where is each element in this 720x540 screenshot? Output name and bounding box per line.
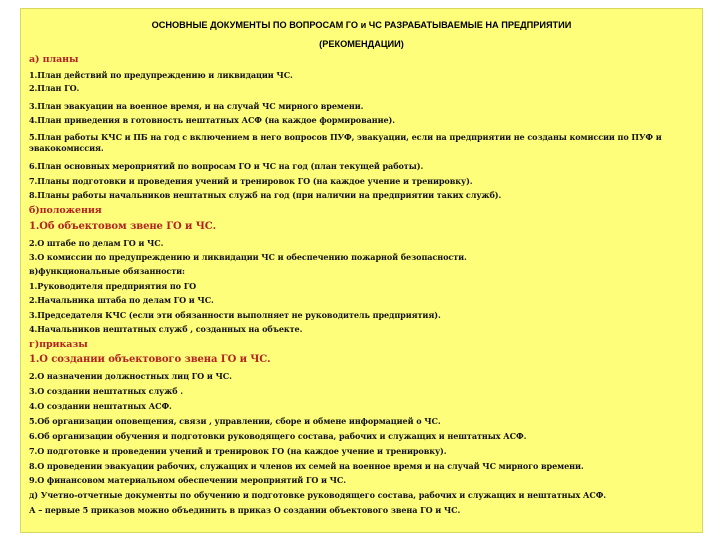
plan-item: 8.Планы работы начальников нештатных служб на год (при наличии на предприятии таких служб). bbox=[29, 190, 502, 200]
note-line: А – первые 5 приказов можно объединить в приказ О создании объектового звена ГО и ЧС. bbox=[29, 505, 461, 515]
order-item: 5.Об организации оповещения, связи , управлении, сборе и обмене информацией о ЧС. bbox=[29, 416, 441, 426]
plan-item: 3.План эвакуации на военное время, и на случай ЧС мирного времени. bbox=[29, 101, 364, 111]
order-item: 8.О проведении эвакуации рабочих, служащих и членов их семей на военное время и на случай ЧС мирного времени. bbox=[29, 461, 584, 471]
plan-item: 1.План действий по предупреждению и ликвидации ЧС. bbox=[29, 70, 293, 80]
order-item: 3.О создании нештатных служб . bbox=[29, 386, 183, 396]
order-item: 7.О подготовке и проведении учений и тренировок ГО (на каждое учение и тренировку). bbox=[29, 446, 447, 456]
plan-item: 2.План ГО. bbox=[29, 83, 80, 93]
order-item: 6.Об организации обучения и подготовки руководящего состава, рабочих и служащих и нештатных АСФ. bbox=[29, 431, 527, 441]
plan-item: 6.План основных мероприятий по вопросам ГО и ЧС на год (план текущей работы). bbox=[29, 161, 424, 171]
orders-heading: г)приказы bbox=[29, 339, 88, 350]
duty-item: 3.Председателя КЧС (если эти обязанности выполняет не руководитель предприятия). bbox=[29, 310, 441, 320]
regulations-subheading: 1.Об объектовом звене ГО и ЧС. bbox=[29, 221, 216, 232]
document-title-line2: (РЕКОМЕНДАЦИИ) bbox=[319, 39, 404, 49]
regulation-item: 2.О штабе по делам ГО и ЧС. bbox=[29, 238, 164, 248]
regulations-heading: б)положения bbox=[29, 205, 102, 216]
duties-heading: в)функциональные обязанности: bbox=[29, 266, 185, 276]
plan-item: 4.План приведения в готовность нештатных АСФ (на каждое формирование). bbox=[29, 115, 395, 125]
regulation-item: 3.О комиссии по предупреждению и ликвидации ЧС и обеспечению пожарной безопасности. bbox=[29, 252, 467, 262]
reports-line: д) Учетно-отчетные документы по обучению и подготовке руководящего состава, рабочих и служащих и нештатных АСФ. bbox=[29, 490, 607, 500]
orders-subheading: 1.О создании объектового звена ГО и ЧС. bbox=[29, 354, 271, 365]
document-panel bbox=[20, 8, 703, 533]
order-item: 2.О назначении должностных лиц ГО и ЧС. bbox=[29, 371, 232, 381]
document-title-line1: ОСНОВНЫЕ ДОКУМЕНТЫ ПО ВОПРОСАМ ГО и ЧС РАЗРАБАТЫВАЕМЫЕ НА ПРЕДПРИЯТИИ bbox=[151, 20, 572, 30]
duty-item: 4.Начальников нештатных служб , созданных на объекте. bbox=[29, 324, 303, 334]
plan-item: 7.Планы подготовки и проведения учений и тренировок ГО (на каждое учение и тренировку). bbox=[29, 176, 473, 186]
plan-item: 5.План работы КЧС и ПБ на год с включением в него вопросов ПУФ, эвакуации, если на предприятии не созданы комиссии по ПУФ и эвакокомиссия. bbox=[29, 132, 662, 153]
order-item: 9.О финансовом материальном обеспечении мероприятий ГО и ЧС. bbox=[29, 475, 346, 485]
plans-heading: а) планы bbox=[29, 54, 79, 65]
duty-item: 2.Начальника штаба по делам ГО и ЧС. bbox=[29, 295, 214, 305]
duty-item: 1.Руководителя предприятия по ГО bbox=[29, 281, 197, 291]
order-item: 4.О создании нештатных АСФ. bbox=[29, 401, 172, 411]
